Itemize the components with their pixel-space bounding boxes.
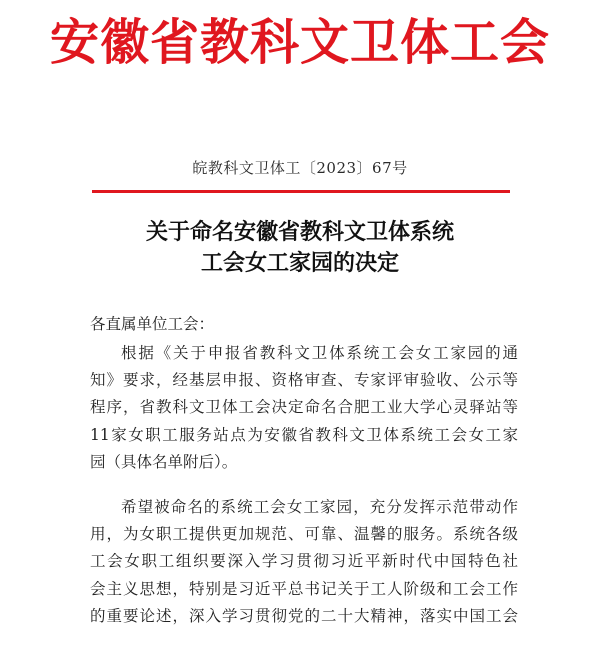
paragraph-line: 程序，省教科文卫体工会决定命名合肥工业大学心灵驿站等 <box>90 398 518 417</box>
organization-header: 安徽省教科文卫体工会 <box>49 13 550 71</box>
document-number: 皖教科文卫体工〔2023〕67号 <box>192 159 408 177</box>
paragraph-line: 的重要论述，深入学习贯彻党的二十大精神，落实中国工会 <box>90 606 518 625</box>
paragraph-line: 园（具体名单附后）。 <box>90 452 238 471</box>
paragraph-1 <box>90 340 518 476</box>
paragraph-line: 11家女职工服务站点为安徽省教科文卫体系统工会女工家 <box>90 425 518 444</box>
title-line-2: 工会女工家园的决定 <box>200 250 399 276</box>
paragraph-line: 工会女职工组织要深入学习贯彻习近平新时代中国特色社 <box>90 552 518 571</box>
salutation: 各直属单位工会： <box>90 315 215 333</box>
paragraph-line: 知》要求，经基层申报、资格审查、专家评审验收、公示等 <box>90 371 518 390</box>
paragraph-line: 根据《关于申报省教科文卫体系统工会女工家园的通 <box>121 344 518 362</box>
document-title <box>0 217 600 279</box>
title-line-1: 关于命名安徽省教科文卫体系统 <box>145 219 454 245</box>
paragraph-line: 会主义思想，特别是习近平总书记关于工人阶级和工会工作 <box>90 579 518 598</box>
red-divider-line <box>92 190 510 193</box>
paragraph-line: 用，为女职工提供更加规范、可靠、温馨的服务。系统各级 <box>90 525 518 544</box>
paragraph-2 <box>90 494 518 630</box>
paragraph-line: 希望被命名的系统工会女工家园，充分发挥示范带动作 <box>121 498 518 516</box>
